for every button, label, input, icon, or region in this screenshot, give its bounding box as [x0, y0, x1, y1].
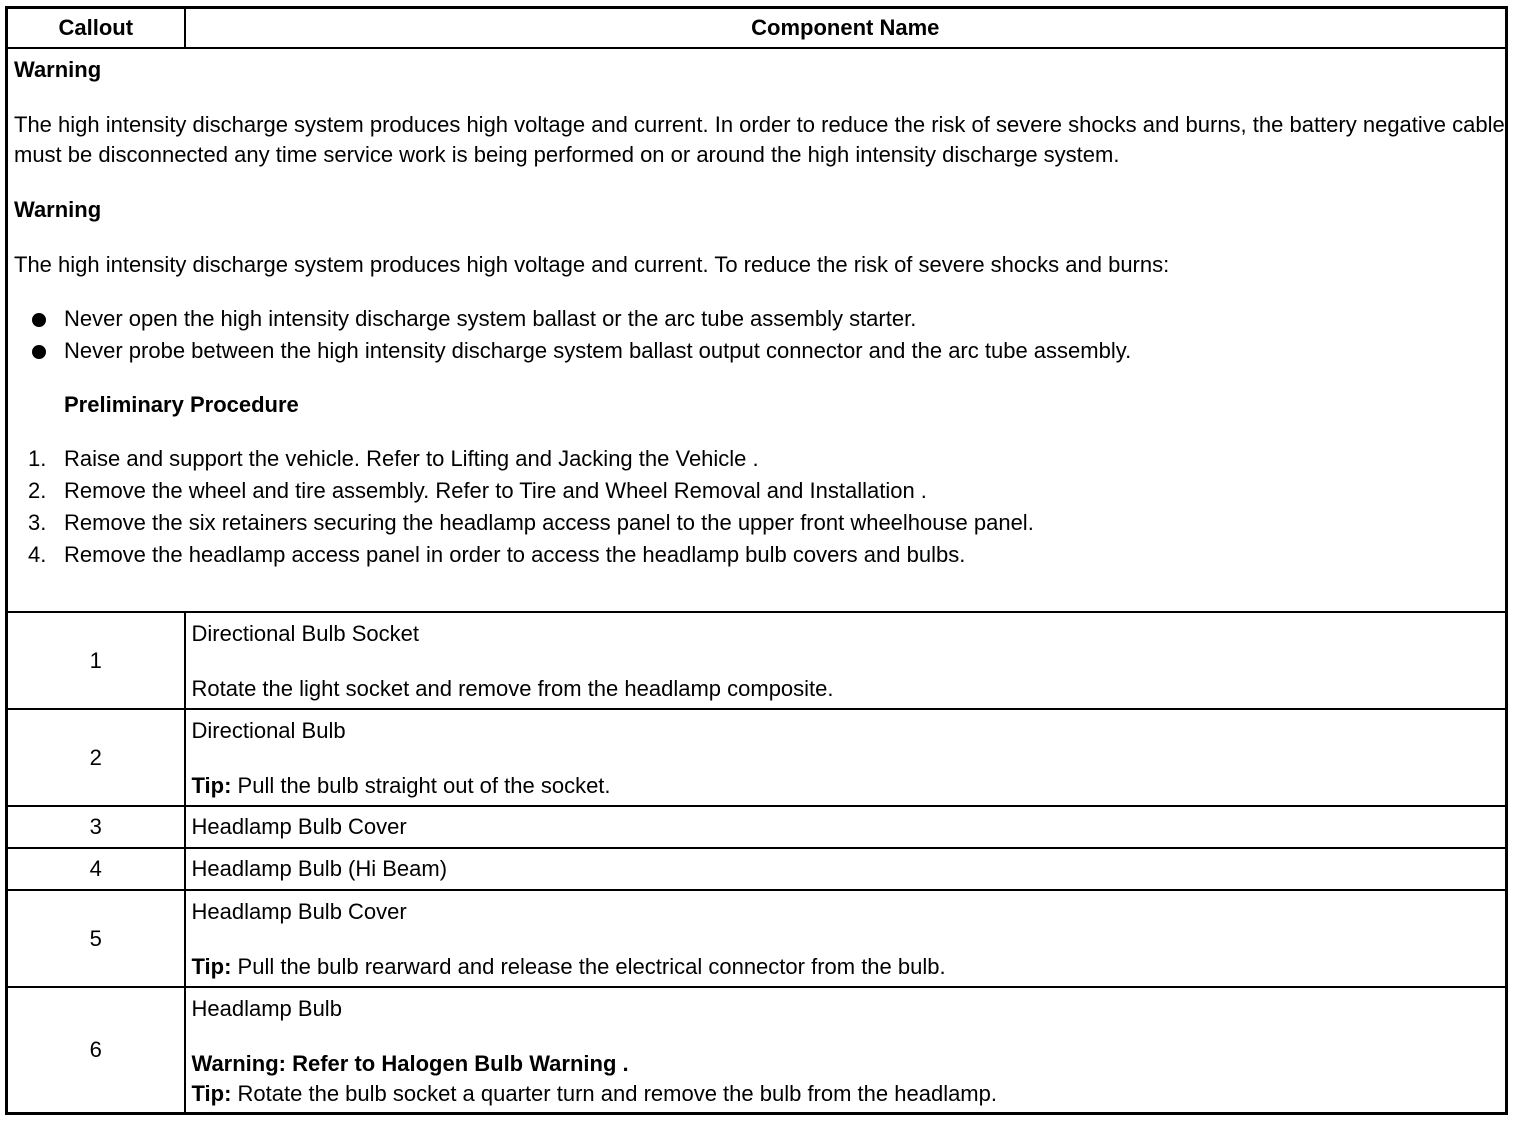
warning-1-title: Warning [14, 57, 102, 82]
list-item: 3. Remove the six retainers securing the headlamp access panel to the upper front wheelhouse panel. [28, 510, 1034, 535]
component-tip: Tip: Pull the bulb rearward and release the electrical connector from the bulb. [191, 954, 946, 979]
warning-2-text: The high intensity discharge system produces high voltage and current. To reduce the risk of severe shocks and burns: [14, 252, 1170, 277]
component-name: Headlamp Bulb Cover [185, 806, 1507, 848]
table-row [7, 612, 1507, 709]
component-name: Headlamp Bulb [191, 996, 342, 1021]
table-row [7, 848, 1507, 890]
component-name: Headlamp Bulb Cover [191, 899, 407, 924]
component-name: Headlamp Bulb (Hi Beam) [185, 848, 1507, 890]
component-name: Directional Bulb Socket [191, 621, 419, 646]
callout-number: 1 [7, 612, 185, 709]
intro-cell [7, 48, 1507, 612]
warning-1-text: The high intensity discharge system produces high voltage and current. In order to reduce the risk of severe shocks and burns, the battery negative cable must be disconnected any time service work is being performed on or around the high intensity discharge system. [14, 112, 1505, 167]
list-item: Never probe between the high intensity discharge system ballast output connector and the arc tube assembly. [14, 335, 1505, 367]
list-item: Never open the high intensity discharge system ballast or the arc tube assembly starter. [14, 303, 1505, 335]
list-item: 2. Remove the wheel and tire assembly. Refer to Tire and Wheel Removal and Installation . [28, 478, 927, 503]
bullet-icon [32, 313, 46, 327]
callout-number: 5 [7, 890, 185, 987]
callout-number: 2 [7, 709, 185, 806]
header-callout: Callout [7, 8, 185, 49]
list-item: 1. Raise and support the vehicle. Refer to Lifting and Jacking the Vehicle . [28, 446, 759, 471]
component-cell [185, 709, 1507, 806]
component-cell [185, 890, 1507, 987]
table-row [7, 806, 1507, 848]
component-name: Directional Bulb [191, 718, 346, 743]
table-header-row [7, 8, 1507, 49]
header-component-name: Component Name [185, 8, 1507, 49]
table-row [7, 987, 1507, 1113]
component-tip: Tip: Pull the bulb straight out of the socket. [191, 773, 611, 798]
component-cell [185, 612, 1507, 709]
warning-bullet-list [14, 303, 1505, 367]
preliminary-procedure-title: Preliminary Procedure [64, 392, 299, 417]
warning-2-title: Warning [14, 197, 102, 222]
bullet-icon [32, 345, 46, 359]
list-item: 4. Remove the headlamp access panel in order to access the headlamp bulb covers and bulbs. [28, 542, 966, 567]
procedure-steps [14, 443, 1505, 571]
callout-number: 6 [7, 987, 185, 1113]
component-tip: Tip: Rotate the bulb socket a quarter turn and remove the bulb from the headlamp. [191, 1081, 997, 1106]
component-table [5, 6, 1508, 1115]
component-warning: Warning: Refer to Halogen Bulb Warning . [191, 1051, 629, 1076]
component-cell [185, 987, 1507, 1113]
table-row [7, 709, 1507, 806]
callout-number: 4 [7, 848, 185, 890]
table-row [7, 890, 1507, 987]
intro-row [7, 48, 1507, 612]
callout-number: 3 [7, 806, 185, 848]
component-note: Rotate the light socket and remove from the headlamp composite. [191, 676, 834, 701]
